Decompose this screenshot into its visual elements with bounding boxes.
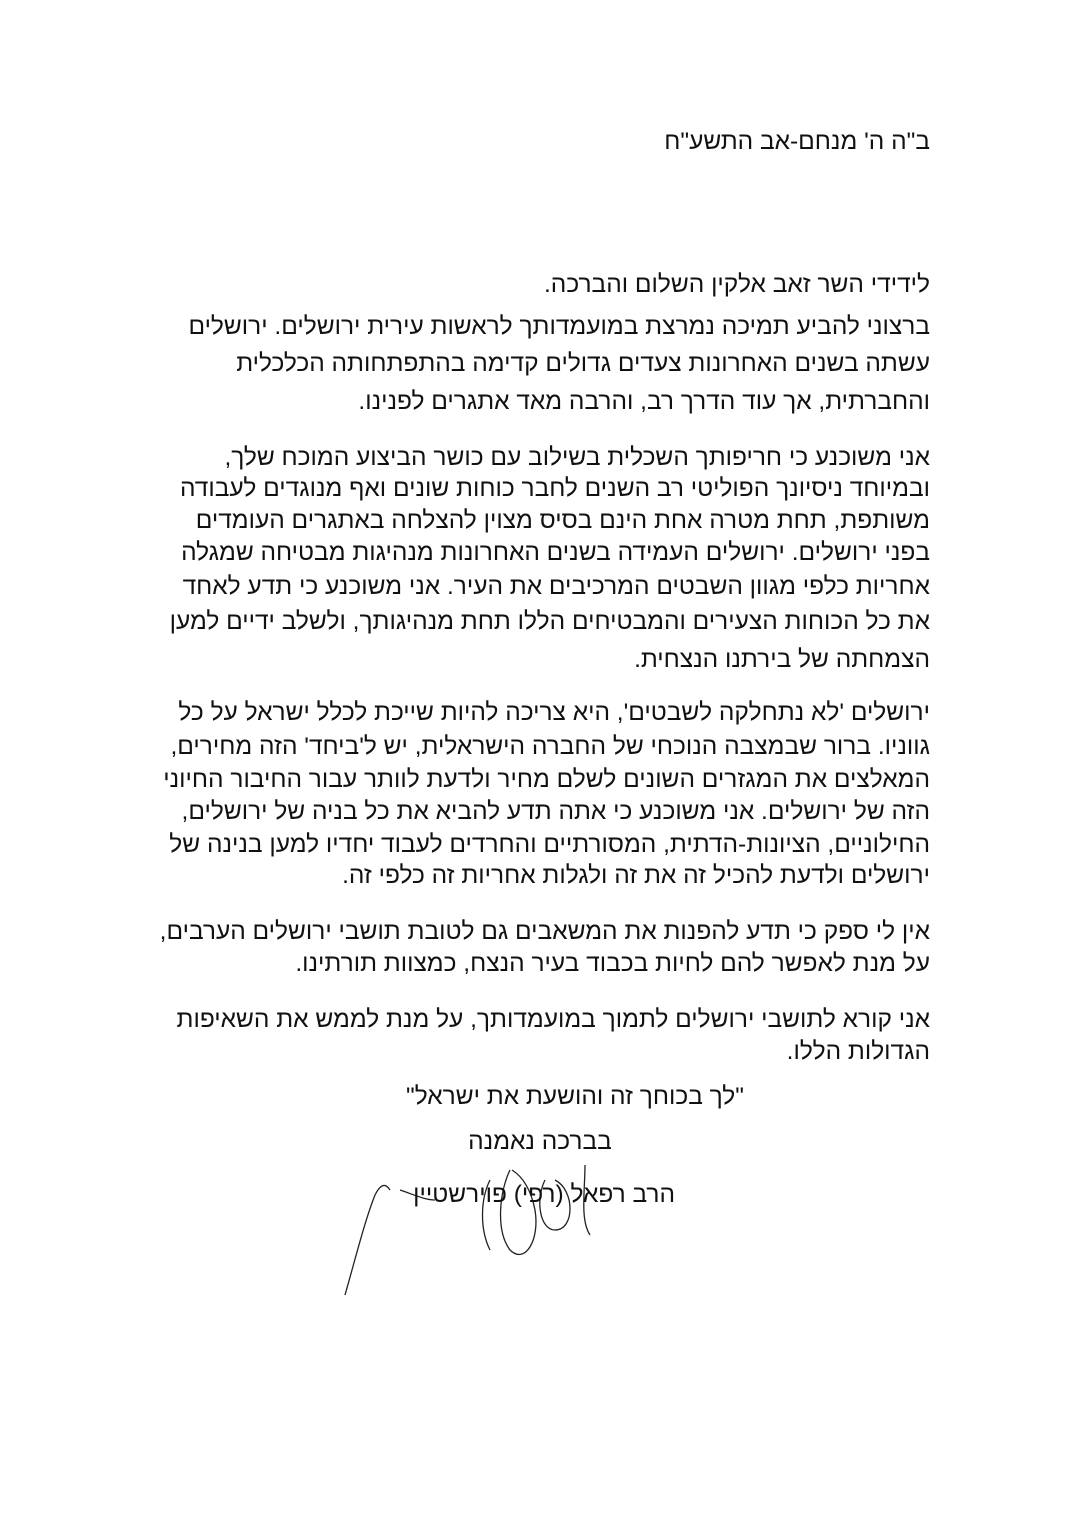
date-line: ב"ה ה' מנחם-אב התשע"ח [664,128,930,155]
text-line: ירושלים 'לא נתחלקה לשבטים', היא צריכה להיות שייכת לכלל ישראל על כל [178,699,930,726]
text-line: ירושלים ולדעת להכיל זה את זה ולגלות אחריות זה כלפי זה. [342,862,930,889]
text-line: את כל הכוחות הצעירים והמבטיחים הללו תחת מנהיגותך, ולשלב ידיים למען [169,608,930,635]
text-line: הגדולות הללו. [786,1038,930,1065]
text-line: גווניו. ברור שבמצבה הנוכחי של החברה הישראלית, יש ל'ביחד' הזה מחירים, [170,733,930,760]
text-line: עשתה בשנים האחרונות צעדים גדולים קדימה בהתפתחותה הכלכלית [236,350,930,377]
text-line: והחברתית, אך עוד הדרך רב, והרבה מאד אתגרים לפנינו. [358,388,930,415]
text-line: ברצוני להביע תמיכה נמרצת במועמדותך לראשות עירית ירושלים. ירושלים [188,313,930,340]
greeting: לידידי השר זאב אלקין השלום והברכה. [543,271,930,298]
text-line: בפני ירושלים. ירושלים העמידה בשנים האחרונות מנהיגות מבטיחה שמגלה [181,539,930,566]
signature-name: הרב רפאל (רפי) פוירשטיין [413,1181,675,1208]
text-line: ובמיוחד ניסיונך הפוליטי רב השנים לחבר כוחות שונים ואף מנוגדים לעבודה [179,475,930,502]
text-line: המאלצים את המגזרים השונים לשלם מחיר ולדעת לוותר עבור החיבור החיוני [163,766,930,793]
text-line: על מנת לאפשר להם לחיות בכבוד בעיר הנצח, כמצוות תורתינו. [295,950,930,977]
text-line: משותפת, תחת מטרה אחת הינם בסיס מצוין להצלחה באתגרים העומדים [195,507,930,534]
text-line: אני קורא לתושבי ירושלים לתמוך במועמדותך, על מנת לממש את השאיפות [176,1006,930,1033]
text-line: אני משוכנע כי חריפותך השכלית בשילוב עם כושר הביצוע המוכח שלך, [224,444,930,471]
text-line: אחריות כלפי מגוון השבטים המרכיבים את העיר. אני משוכנע כי תדע לאחד [182,573,930,600]
text-line: הזה של ירושלים. אני משוכנע כי אתה תדע להביא את כל בניה של ירושלים, [181,798,930,825]
text-line: החילוניים, הציונות-הדתית, המסורתיים והחרדים לעבוד יחדיו למען בנינה של [169,831,930,858]
closing: בברכה נאמנה [468,1128,612,1155]
text-line: אין לי ספק כי תדע להפנות את המשאבים גם לטובת תושבי ירושלים הערבים, [159,918,930,945]
text-line: הצמחתה של בירתנו הנצחית. [634,646,930,673]
quote: "לך בכוחך זה והושעת את ישראל" [406,1083,744,1110]
